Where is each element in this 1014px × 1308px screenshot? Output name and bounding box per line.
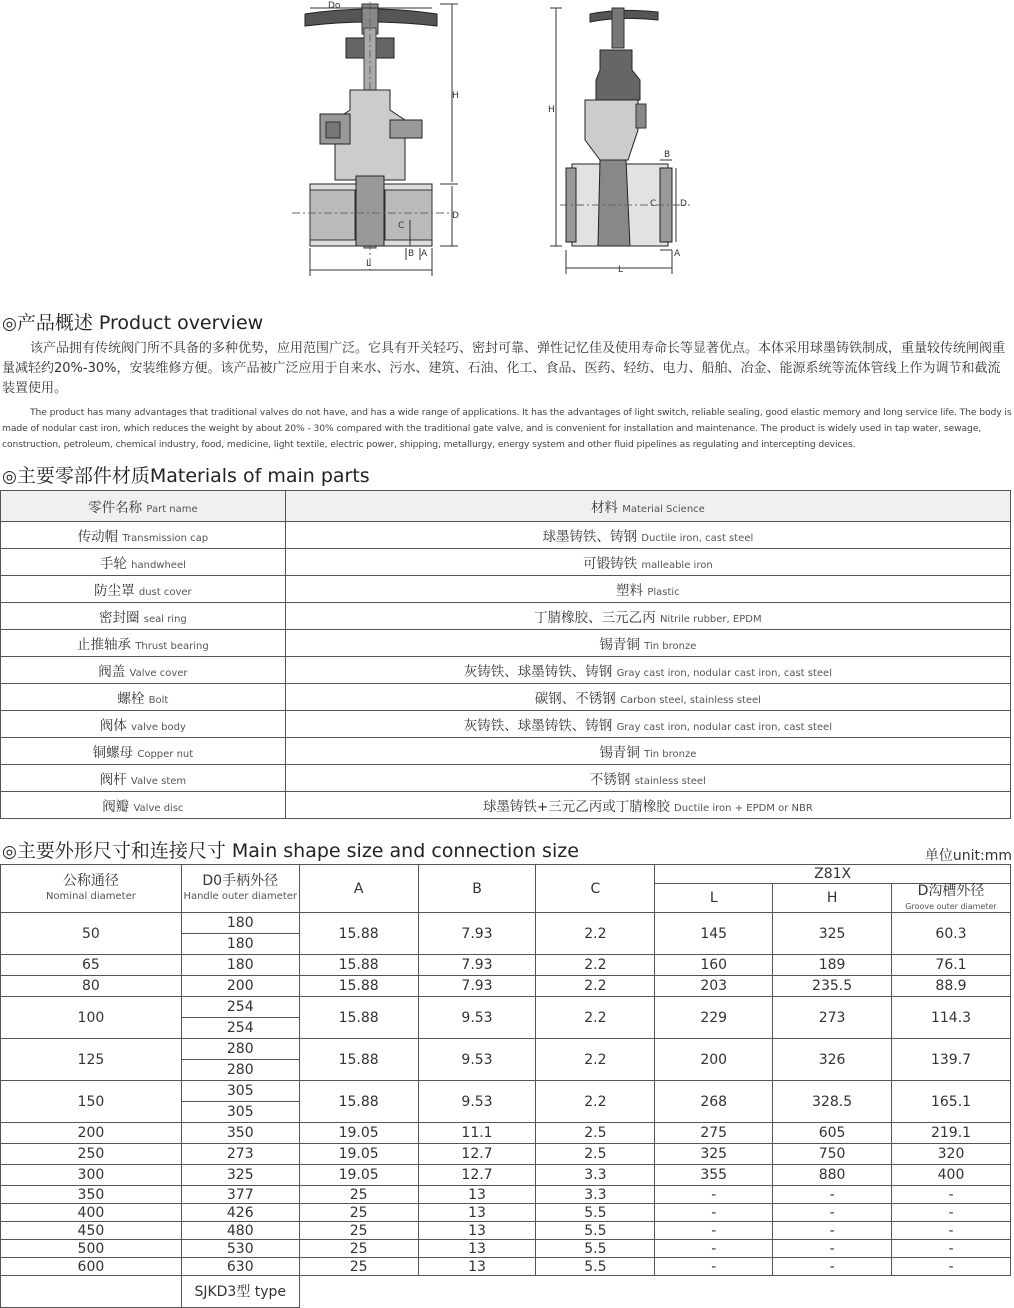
h-cell: 328.5 — [773, 1081, 892, 1123]
l-cell: - — [655, 1204, 773, 1222]
l-cell: - — [655, 1258, 773, 1276]
h-cell: 880 — [773, 1165, 892, 1186]
a-cell: 19.05 — [299, 1123, 418, 1144]
header-groove: D沟槽外径 Groove outer diameter — [892, 884, 1011, 913]
label-h-front: H — [452, 91, 459, 101]
material-cell: 丁腈橡胶、三元乙丙 Nitrile rubber, EPDM — [285, 603, 1010, 630]
materials-row — [1, 657, 1011, 684]
dn-cell: 100 — [1, 997, 182, 1039]
dimension-row — [1, 1240, 1011, 1258]
groove-cell: - — [892, 1240, 1011, 1258]
groove-cell: 219.1 — [892, 1123, 1011, 1144]
dimension-row — [1, 1039, 1011, 1060]
part-name-cell: 阀盖 Valve cover — [1, 657, 286, 684]
l-cell: - — [655, 1222, 773, 1240]
header-h: H — [773, 884, 892, 913]
a-cell: 25 — [299, 1186, 418, 1204]
d0-cell: 350 — [181, 1123, 299, 1144]
b-cell: 7.93 — [418, 955, 536, 976]
b-cell: 7.93 — [418, 976, 536, 997]
dn-cell: 250 — [1, 1144, 182, 1165]
material-cell: 塑料 Plastic — [285, 576, 1010, 603]
b-cell: 13 — [418, 1186, 536, 1204]
materials-row — [1, 684, 1011, 711]
l-cell: - — [655, 1186, 773, 1204]
header-l: L — [655, 884, 773, 913]
c-cell: 5.5 — [536, 1258, 655, 1276]
material-cell: 灰铸铁、球墨铸铁、铸钢 Gray cast iron, nodular cast iron, cast steel — [285, 657, 1010, 684]
dimensions-title-text: 主要外形尺寸和连接尺寸 Main shape size and connection size — [16, 840, 579, 862]
c-cell: 2.2 — [536, 955, 655, 976]
groove-cell: 114.3 — [892, 997, 1011, 1039]
dimension-row — [1, 1123, 1011, 1144]
valve-technical-drawing — [0, 0, 1014, 290]
dn-cell: 80 — [1, 976, 182, 997]
d0-cell: 280 — [181, 1039, 299, 1060]
a-cell: 15.88 — [299, 997, 418, 1039]
groove-cell: - — [892, 1222, 1011, 1240]
dn-cell: 65 — [1, 955, 182, 976]
b-cell: 13 — [418, 1240, 536, 1258]
material-cell: 可锻铸铁 malleable iron — [285, 549, 1010, 576]
dn-cell: 500 — [1, 1240, 182, 1258]
materials-row — [1, 603, 1011, 630]
l-cell: 203 — [655, 976, 773, 997]
material-cell: 碳钢、不锈钢 Carbon steel, stainless steel — [285, 684, 1010, 711]
h-cell: 750 — [773, 1144, 892, 1165]
c-cell: 2.5 — [536, 1144, 655, 1165]
header-b: B — [418, 865, 536, 913]
c-cell: 3.3 — [536, 1165, 655, 1186]
part-name-cell: 止推轴承 Thrust bearing — [1, 630, 286, 657]
dimensions-footer-row — [1, 1276, 1011, 1308]
d0-cell: 200 — [181, 976, 299, 997]
dimension-row — [1, 1204, 1011, 1222]
b-cell: 11.1 — [418, 1123, 536, 1144]
c-cell: 2.2 — [536, 1039, 655, 1081]
overview-text-en: The product has many advantages that traditional valves do not have, and has a wide range of applications. It has the advantages of light switch, reliable sealing, good elastic memory and long service life. The body is made of nodular cast iron, which reduces the weight by about 20% - 30% compared with the traditional gate valve, and is convenient for installation and maintenance. The product is widely used in tap water, sewage, construction, petroleum, chemical industry, food, medicine, light textile, electric power, shipping, metallurgy, energy system and other fluid pipelines as regulating and intercepting devices. — [2, 407, 1012, 450]
c-cell: 2.5 — [536, 1123, 655, 1144]
footer-empty — [299, 1276, 1010, 1308]
materials-row — [1, 549, 1011, 576]
materials-row — [1, 630, 1011, 657]
d0-cell: 273 — [181, 1144, 299, 1165]
dimension-row — [1, 1258, 1011, 1276]
dimension-row — [1, 1222, 1011, 1240]
h-cell: - — [773, 1222, 892, 1240]
header-group-z81x: Z81X — [655, 865, 1011, 884]
b-cell: 9.53 — [418, 1039, 536, 1081]
overview-title-mark: ◎ — [2, 314, 17, 334]
l-cell: 145 — [655, 913, 773, 955]
overview-title — [2, 308, 263, 335]
d0-cell: 480 — [181, 1222, 299, 1240]
c-cell: 3.3 — [536, 1186, 655, 1204]
dimension-row — [1, 1165, 1011, 1186]
a-cell: 19.05 — [299, 1144, 418, 1165]
h-cell: - — [773, 1186, 892, 1204]
c-cell: 5.5 — [536, 1222, 655, 1240]
dimensions-table — [0, 864, 1011, 1308]
h-cell: 605 — [773, 1123, 892, 1144]
materials-title-text: 主要零部件材质Materials of main parts — [16, 465, 370, 487]
b-cell: 13 — [418, 1204, 536, 1222]
dn-cell: 200 — [1, 1123, 182, 1144]
groove-cell: 400 — [892, 1165, 1011, 1186]
label-l-front: L — [366, 259, 372, 269]
h-cell: 273 — [773, 997, 892, 1039]
dn-cell: 50 — [1, 913, 182, 955]
materials-row — [1, 711, 1011, 738]
c-cell: 2.2 — [536, 913, 655, 955]
side-section-view — [550, 8, 690, 274]
d0-cell: 280 — [181, 1060, 299, 1081]
groove-cell: - — [892, 1204, 1011, 1222]
b-cell: 13 — [418, 1222, 536, 1240]
part-name-cell: 阀瓣 Valve disc — [1, 792, 286, 819]
material-cell: 锡青铜 Tin bronze — [285, 630, 1010, 657]
b-cell: 7.93 — [418, 913, 536, 955]
materials-row — [1, 765, 1011, 792]
a-cell: 15.88 — [299, 955, 418, 976]
b-cell: 9.53 — [418, 1081, 536, 1123]
label-a-side: A — [674, 249, 681, 259]
label-l-side: L — [618, 265, 624, 275]
a-cell: 15.88 — [299, 976, 418, 997]
label-a-front: A — [421, 249, 428, 259]
material-cell: 不锈钢 stainless steel — [285, 765, 1010, 792]
dn-cell: 300 — [1, 1165, 182, 1186]
label-b-side: B — [664, 150, 671, 160]
groove-cell: - — [892, 1258, 1011, 1276]
a-cell: 15.88 — [299, 1081, 418, 1123]
c-cell: 5.5 — [536, 1240, 655, 1258]
l-cell: 268 — [655, 1081, 773, 1123]
h-cell: - — [773, 1204, 892, 1222]
d0-cell: 180 — [181, 913, 299, 934]
c-cell: 2.2 — [536, 1081, 655, 1123]
groove-cell: 88.9 — [892, 976, 1011, 997]
dn-cell: 350 — [1, 1186, 182, 1204]
materials-table — [0, 490, 1011, 819]
header-a: A — [299, 865, 418, 913]
l-cell: 275 — [655, 1123, 773, 1144]
dimension-row — [1, 955, 1011, 976]
dn-cell: 450 — [1, 1222, 182, 1240]
a-cell: 25 — [299, 1240, 418, 1258]
d0-cell: 305 — [181, 1102, 299, 1123]
groove-cell: 320 — [892, 1144, 1011, 1165]
part-name-cell: 铜螺母 Copper nut — [1, 738, 286, 765]
b-cell: 12.7 — [418, 1144, 536, 1165]
d0-cell: 325 — [181, 1165, 299, 1186]
overview-title-text: 产品概述 Product overview — [16, 312, 264, 334]
dn-cell: 400 — [1, 1204, 182, 1222]
materials-title — [2, 461, 370, 488]
b-cell: 9.53 — [418, 997, 536, 1039]
a-cell: 25 — [299, 1204, 418, 1222]
h-cell: 189 — [773, 955, 892, 976]
d0-cell: 305 — [181, 1081, 299, 1102]
b-cell: 13 — [418, 1258, 536, 1276]
materials-row — [1, 738, 1011, 765]
d0-cell: 180 — [181, 955, 299, 976]
dimensions-title — [2, 836, 579, 863]
footer-empty — [1, 1276, 182, 1308]
d0-cell: 426 — [181, 1204, 299, 1222]
dn-cell: 125 — [1, 1039, 182, 1081]
part-name-cell: 阀杆 Valve stem — [1, 765, 286, 792]
l-cell: - — [655, 1240, 773, 1258]
c-cell: 2.2 — [536, 997, 655, 1039]
label-do: Do — [328, 1, 341, 11]
overview-text-cn: 该产品拥有传统阀门所不具备的多种优势，应用范围广泛。它具有开关轻巧、密封可靠、弹性记忆佳及使用寿命长等显著优点。本体采用球墨铸铁制成，重量较传统闸阀重量减轻约20%-30%，安装维修方便。该产品被广泛应用于自来水、污水、建筑、石油、化工、食品、医药、轻纺、电力、船舶、冶金、能源系统等流体管线上作为调节和截流装置使用。 — [2, 341, 1006, 396]
label-d-front: D — [452, 211, 459, 221]
groove-cell: 60.3 — [892, 913, 1011, 955]
material-cell: 锡青铜 Tin bronze — [285, 738, 1010, 765]
l-cell: 355 — [655, 1165, 773, 1186]
label-c-side: C — [650, 199, 657, 209]
l-cell: 325 — [655, 1144, 773, 1165]
materials-title-mark: ◎ — [2, 467, 17, 487]
dimension-row — [1, 1081, 1011, 1102]
groove-cell: 76.1 — [892, 955, 1011, 976]
d0-cell: 254 — [181, 1018, 299, 1039]
a-cell: 25 — [299, 1222, 418, 1240]
header-c: C — [536, 865, 655, 913]
label-c-front: C — [398, 221, 405, 231]
part-name-cell: 传动帽 Transmission cap — [1, 522, 286, 549]
dn-cell: 150 — [1, 1081, 182, 1123]
header-d0: D0手柄外径 Handle outer diameter — [181, 865, 299, 913]
h-cell: - — [773, 1240, 892, 1258]
h-cell: 325 — [773, 913, 892, 955]
dimension-row — [1, 976, 1011, 997]
l-cell: 229 — [655, 997, 773, 1039]
materials-header-material: 材料 Material Science — [285, 491, 1010, 522]
material-cell: 灰铸铁、球墨铸铁、铸钢 Gray cast iron, nodular cast iron, cast steel — [285, 711, 1010, 738]
a-cell: 15.88 — [299, 913, 418, 955]
footer-type: SJKD3型 type — [181, 1276, 299, 1308]
l-cell: 200 — [655, 1039, 773, 1081]
materials-header-part: 零件名称 Part name — [1, 491, 286, 522]
groove-cell: - — [892, 1186, 1011, 1204]
header-nominal: 公称通径 Nominal diameter — [1, 865, 182, 913]
material-cell: 球墨铸铁、铸钢 Ductile iron, cast steel — [285, 522, 1010, 549]
h-cell: 326 — [773, 1039, 892, 1081]
dimension-row — [1, 1144, 1011, 1165]
label-d-side: D — [680, 199, 687, 209]
d0-cell: 180 — [181, 934, 299, 955]
d0-cell: 254 — [181, 997, 299, 1018]
materials-row — [1, 576, 1011, 603]
a-cell: 15.88 — [299, 1039, 418, 1081]
part-name-cell: 手轮 handwheel — [1, 549, 286, 576]
d0-cell: 530 — [181, 1240, 299, 1258]
material-cell: 球墨铸铁+三元乙丙或丁腈橡胶 Ductile iron + EPDM or NBR — [285, 792, 1010, 819]
c-cell: 2.2 — [536, 976, 655, 997]
a-cell: 19.05 — [299, 1165, 418, 1186]
part-name-cell: 阀体 valve body — [1, 711, 286, 738]
part-name-cell: 防尘罩 dust cover — [1, 576, 286, 603]
front-section-view — [292, 2, 458, 276]
label-h-side: H — [548, 105, 555, 115]
a-cell: 25 — [299, 1258, 418, 1276]
groove-cell: 139.7 — [892, 1039, 1011, 1081]
d0-cell: 377 — [181, 1186, 299, 1204]
dimension-row — [1, 1186, 1011, 1204]
label-b-front: B — [408, 249, 415, 259]
dimension-row — [1, 997, 1011, 1018]
materials-row — [1, 522, 1011, 549]
l-cell: 160 — [655, 955, 773, 976]
part-name-cell: 螺栓 Bolt — [1, 684, 286, 711]
unit-label: 单位unit:mm — [924, 848, 1012, 864]
dimensions-header-row-1 — [1, 865, 1011, 884]
part-name-cell: 密封圈 seal ring — [1, 603, 286, 630]
dimension-row — [1, 913, 1011, 934]
materials-header-row — [1, 491, 1011, 522]
c-cell: 5.5 — [536, 1204, 655, 1222]
h-cell: - — [773, 1258, 892, 1276]
d0-cell: 630 — [181, 1258, 299, 1276]
dn-cell: 600 — [1, 1258, 182, 1276]
b-cell: 12.7 — [418, 1165, 536, 1186]
groove-cell: 165.1 — [892, 1081, 1011, 1123]
h-cell: 235.5 — [773, 976, 892, 997]
dimensions-title-mark: ◎ — [2, 842, 17, 862]
materials-row — [1, 792, 1011, 819]
